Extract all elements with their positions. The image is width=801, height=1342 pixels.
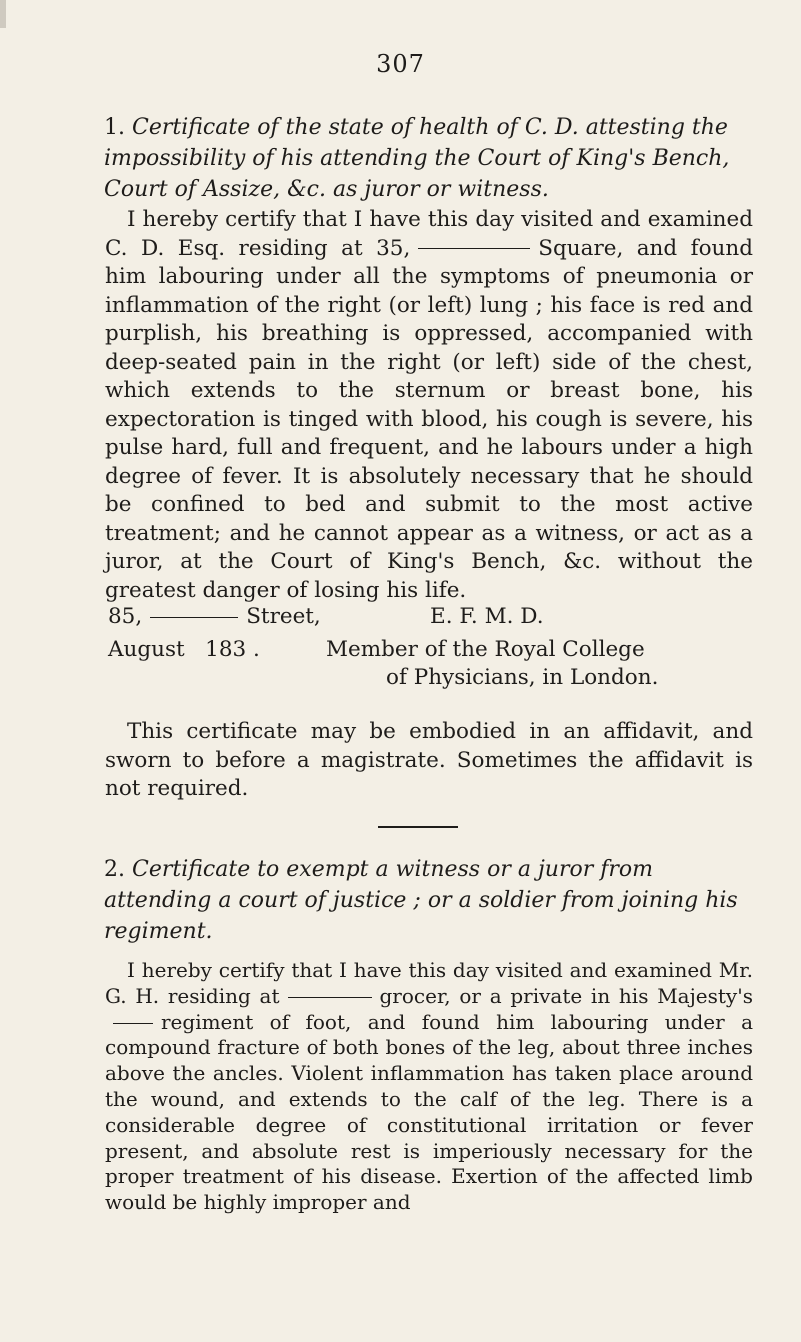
section-2-body xyxy=(105,958,753,1216)
blank-line xyxy=(150,617,238,618)
address-line xyxy=(108,604,544,629)
section-2-body-start: I hereby certify that I have this day visited and examined Mr. G. H. residing at xyxy=(105,958,753,1008)
signatory: E. F. M. D. xyxy=(430,604,544,629)
credential-line-2: of Physicians, in London. xyxy=(386,665,659,690)
section-1-body-start: I hereby certify that I have this day visited and examined C. D. Esq. residing at 35, xyxy=(105,207,753,261)
section-1-heading xyxy=(104,112,754,205)
section-1-body xyxy=(105,206,753,605)
section-1-body-rest: Square, and found him labouring under all the symptoms of pneumonia or inflammation of the right (or left) lung ; his face is red and purplish, his breathing is oppressed, accompanied with deep-seated pain in the right (or left) side of the chest, which extends to the sternum or breast bone, his expectoration is tinged with blood, his cough is severe, his pulse hard, full and frequent, and he labours under a high degree of fever. It is absolutely necessary that he should be confined to bed and submit to the most active treatment; and he cannot appear as a witness, or act as a juror, at the Court of King's Bench, &c. without the greatest danger of losing his life. xyxy=(105,235,753,603)
blank-line xyxy=(113,1023,153,1024)
section-2-title: Certificate to exempt a witness or a juror from attending a court of justice ; or a soldier from joining his regiment. xyxy=(104,857,738,944)
address-street: Street, xyxy=(246,604,321,629)
section-2-body-rest: regiment of foot, and found him labouring under a compound fracture of both bones of the leg, about three inches above the ancles. Violent inflammation has taken place around the wound, and extends to the calf of the leg. There is a considerable degree of constitutional irritation or fever present, and absolute rest is imperiously necessary for the proper treatment of his disease. Exertion of the affected limb would be highly improper and xyxy=(105,1009,753,1215)
section-1-title: Certificate of the state of health of C. D. attesting the impossibility of his attending the Court of King's Bench, Court of Assize, &c. as juror or witness. xyxy=(104,115,730,202)
blank-line xyxy=(418,248,530,249)
section-2-body-middle: grocer, or a private in his Majesty's xyxy=(379,983,753,1008)
section-2-heading xyxy=(104,854,754,947)
certificate-date: August 183 . xyxy=(108,637,260,662)
section-1-number: 1. xyxy=(104,115,125,140)
section-1-note: This certificate may be embodied in an affidavit, and sworn to before a magistrate. Sometimes the affidavit is not required. xyxy=(105,719,753,801)
blank-line xyxy=(288,997,372,998)
section-2-number: 2. xyxy=(104,857,125,882)
address-number: 85, xyxy=(108,604,143,629)
page-number: 307 xyxy=(376,50,425,78)
section-divider xyxy=(378,826,458,828)
credential-line-1: Member of the Royal College xyxy=(326,637,645,662)
date-line xyxy=(108,637,260,662)
page-edge-mark xyxy=(0,0,6,28)
